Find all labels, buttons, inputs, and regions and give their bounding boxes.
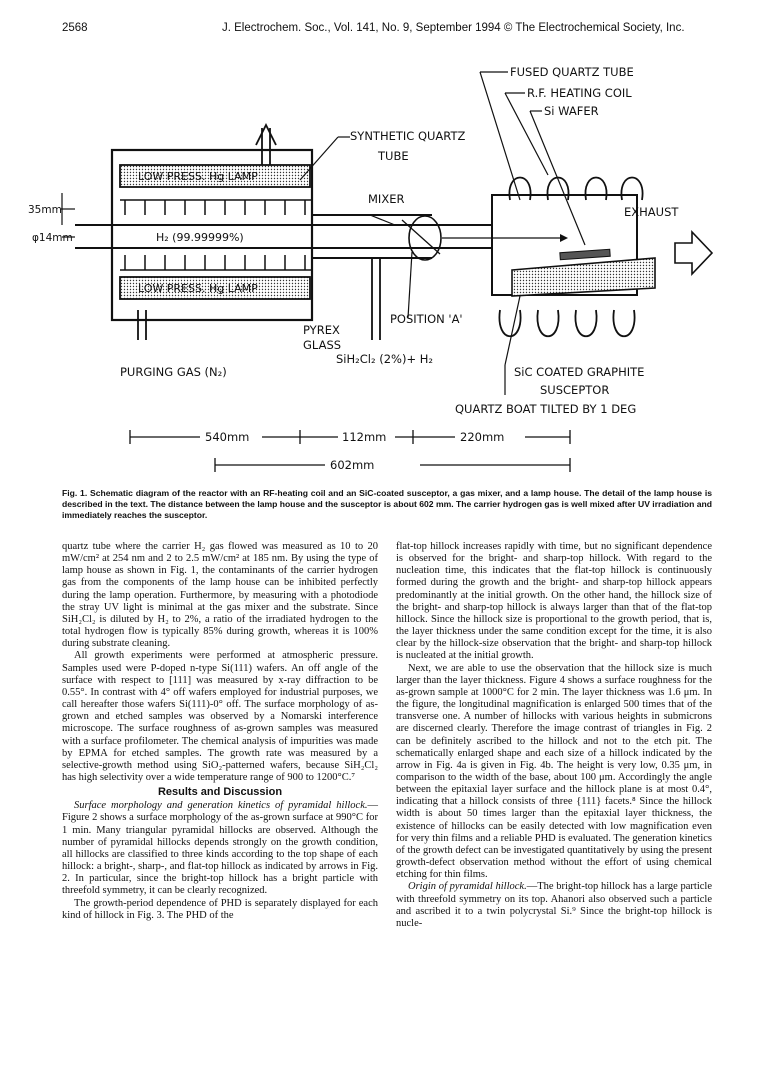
- left-paragraph-1: quartz tube where the carrier H₂ gas flowed was measured as 10 to 20 mW/cm² at 254 nm and 2 to 2.5 mW/cm² at 185 nm. By using the type of lamp house as shown in Fig. 1, the contaminants of the carrier hydrogen gas from the components of the lamp house can be inhibited perfectly during the lamp operation. Furthermore, by measuring with a photodiode the stray UV light is minimal at the gas mixer and the substrate. Since SiH₂Cl₂ is diluted by H₂ to 2%, a ratio of the irradiated hydrogen to the total hydrogen flow is typically 85% during growth, whereas it is 100% during substrate cleaning.: [62, 541, 378, 650]
- label-dim-112mm: 112mm: [342, 430, 387, 444]
- subsection-title-origin: Origin of pyramidal hillock.: [408, 881, 527, 893]
- subsection-title: Surface morphology and generation kinetics of pyramidal hillock.: [74, 800, 368, 812]
- label-susceptor: SUSCEPTOR: [540, 383, 610, 397]
- si-wafer: [560, 249, 610, 259]
- page-number: 2568: [62, 22, 88, 34]
- left-paragraph-3: [62, 800, 378, 897]
- left-paragraph-2: All growth experiments were performed at atmospheric pressure. Samples used were P-doped n-type Si(111) wafers. An off angle of the surface with respect to [111] was measured by x-ray diffraction to be 0.55°. In contrast with 4° off wafers employed for industrial purposes, we call hereafter those wafers Si(111)-0° off. The surface morphology of as-grown and etched samples was observed by a Nomarski interference microscope. The surface roughness of as-grown samples was measured with a surface profilometer. The chemical analysis of impurities was made by EPMA for etched samples. The growth rate was measured by a selective-growth method using SiO₂-patterned wafers, because SiH₂Cl₂ has high selectivity over a wide temperature range of 900 to 1200°C.⁷: [62, 650, 378, 783]
- right-paragraph-1: flat-top hillock increases rapidly with time, but no significant dependence is observed for the bright- and sharp-top hillock. With regard to the nucleation time, this indicates that the flat-top hillock is continuously formed during the growth and the bright- and sharp-top hillock appears predominantly at the initial growth. On the other hand, the hillock size of the bright- and sharp-top hillock is always larger than that of the flat-top hillock. Since the hillock size is proportional to the growth period, that is, the layer thickness under the same condition except for the time, it is also clear by the hillock-size observation that the bright- and sharp-top hillock is nucleated at the initial growth.: [396, 541, 712, 662]
- right-column: [396, 541, 712, 930]
- journal-line: J. Electrochem. Soc., Vol. 141, No. 9, September 1994 © The Electrochemical Society, Inc.: [222, 22, 685, 34]
- left-paragraph-4: The growth-period dependence of PHD is separately displayed for each kind of hillock in Fig. 3. The PHD of the: [62, 897, 378, 921]
- left-column: [62, 541, 378, 922]
- mixer-ellipse: [409, 216, 441, 260]
- label-lamp-bottom: LOW PRESS. Hg LAMP: [138, 282, 258, 295]
- right-paragraph-2: Next, we are able to use the observation that the hillock size is much larger than the layer thickness. Figure 4 shows a surface roughness for the as-grown sample at 1000°C for 2 min. The layer thickness was 1.6 μm. In the figure, the longitudinal magnification is enlarged 500 times that of the transverse one. A number of hillocks with various heights in submicrons are discerned clearly. Therefore the image contrast of triangles in Fig. 2 can be definitely ascribed to the hillock and not to the etch pit. The schematically enlarged shape and each size of a hillock indicated by the arrow in Fig. 4a is given in Fig. 4b. The height is very low, 0.35 μm, in comparison to the width of the base, about 100 μm. Accordingly the angle between the epitaxial layer surface and the hillock plane is at most 0.4°, indicating that a hillock consists of three {111} facets.⁸ Since the hillock width is about 50 times larger than the epitaxial layer thickness, the existence of hillocks can be easily detected with low magnification even for very thin films and a reliable PHD is evaluated. The generation kinetics of the growth defect can be investigated quantitatively by using the present growth-defect observation method without the effort of using chemical etching for thin films.: [396, 662, 712, 881]
- label-sic-coated: SiC COATED GRAPHITE: [514, 365, 645, 379]
- label-rf-heating-coil: R.F. HEATING COIL: [527, 86, 632, 100]
- right-paragraph-3-body: —The bright-top hillock has a large particle with threefold symmetry on its top. Ahanori also observed such a particle and ascribed it to a twin polycrystal Si.⁹ Since the bright-top hillock is nucle-: [396, 881, 712, 929]
- label-tube: TUBE: [378, 149, 409, 163]
- label-dim-220mm: 220mm: [460, 430, 505, 444]
- label-glass: GLASS: [303, 338, 342, 352]
- label-dim-540mm: 540mm: [205, 430, 250, 444]
- label-dim-602mm: 602mm: [330, 458, 375, 472]
- main-tube: [75, 215, 492, 258]
- label-dim-35mm: 35mm: [28, 204, 62, 216]
- label-pyrex: PYREX: [303, 323, 340, 337]
- label-lamp-top: LOW PRESS. Hg LAMP: [138, 170, 258, 183]
- figure-caption: Fig. 1. Schematic diagram of the reactor with an RF-heating coil and an SiC-coated susceptor, a gas mixer, and a lamp house. The detail of the lamp house is described in the text. The distance between the lamp house and the susceptor is about 602 mm. The carrier hydrogen gas is well mixed after UV irradiation and immediately reaches the susceptor.: [62, 488, 712, 520]
- label-purging-gas: PURGING GAS (N₂): [120, 365, 227, 379]
- reactor-schematic-figure: [0, 0, 768, 480]
- label-sih2cl2: SiH₂Cl₂ (2%)+ H₂: [336, 352, 434, 366]
- label-fused-quartz-tube: FUSED QUARTZ TUBE: [510, 65, 634, 79]
- label-si-wafer: Si WAFER: [544, 104, 599, 118]
- left-paragraph-3-body: —Figure 2 shows a surface morphology of the as-grown surface at 990°C for 1 min. Many triangular pyramidal hillocks are observed. Although the number of pyramidal hillocks depends strongly on the growth condition, all hillocks are classified to three kinds according to the top shape of each hillock: a bright-, sharp-, and flat-top hillock as indicated by arrows in Fig. 2. In particular, since the bright-top hillock has a bright particle with threefold symmetry, it can be clearly recognized.: [62, 800, 378, 897]
- right-paragraph-3: [396, 881, 712, 930]
- label-position-a: POSITION 'A': [390, 312, 463, 326]
- label-synthetic-quartz: SYNTHETIC QUARTZ: [350, 129, 466, 143]
- label-quartz-boat: QUARTZ BOAT TILTED BY 1 DEG: [455, 402, 637, 416]
- section-heading: Results and Discussion: [157, 786, 283, 799]
- label-h2: H₂ (99.99999%): [156, 231, 244, 244]
- exhaust-arrow: [675, 232, 712, 274]
- label-dim-14mm: φ14mm: [32, 232, 73, 244]
- label-exhaust: EXHAUST: [624, 205, 679, 219]
- susceptor: [512, 258, 655, 296]
- label-mixer: MIXER: [368, 192, 405, 206]
